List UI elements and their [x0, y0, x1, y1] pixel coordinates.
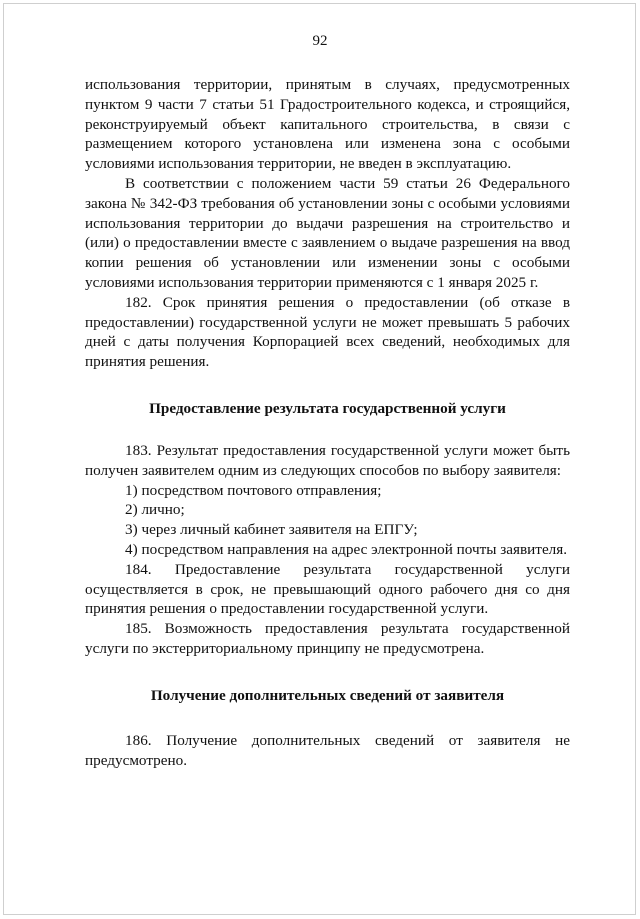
paragraph-182: 182. Срок принятия решения о предоставлении (об отказе в предоставлении) государственной услуги не может превышать 5 рабочих дней с даты получения Корпорацией всех сведений, необходимых для принятия решения. — [85, 293, 570, 371]
page-number: 92 — [312, 33, 328, 49]
section-heading-result: Предоставление результата государственной услуги — [149, 400, 506, 417]
list-item-post: 1) посредством почтового отправления; — [125, 481, 382, 499]
list-item-email: 4) посредством направления на адрес электронной почты заявителя. — [125, 540, 568, 558]
list-item-epgu: 3) через личный кабинет заявителя на ЕПГУ; — [125, 521, 418, 539]
paragraph-186: 186. Получение дополнительных сведений от заявителя не предусмотрено. — [85, 732, 570, 769]
paragraph-federal-law: В соответствии с положением части 59 статьи 26 Федерального закона № 342-ФЗ требования об установлении зоны с особыми условиями использования территории до выдачи разрешения на строительство и (или) о предоставлении вместе с заявлением о выдаче разрешения на ввод копии решения об установлении или изменении зоны с особыми условиями использования территории применяются с 1 января 2025 г. — [85, 174, 570, 291]
paragraph-184: 184. Предоставление результата государственной услуги осуществляется в срок, не превышающий одного рабочего дня со дня принятия решения о предоставлении государственной услуги. — [85, 560, 570, 618]
paragraph-continuation: использования территории, принятым в случаях, предусмотренных пунктом 9 части 7 статьи 51 Градостроительного кодекса, и строящийся, реконструируемый объект капитального строительства, в связи с размещением которого установлена или изменена зона с особыми условиями использования территории, не введен в эксплуатацию. — [85, 76, 570, 173]
section-heading-additional-info: Получение дополнительных сведений от заявителя — [150, 687, 505, 704]
paragraph-185: 185. Возможность предоставления результата государственной услуги по экстерриториальному принципу не предусмотрена. — [85, 620, 570, 657]
text-block-additional-info — [85, 731, 570, 771]
text-block-continuation — [85, 75, 570, 372]
list-item-in-person: 2) лично; — [125, 501, 185, 519]
text-block-result — [85, 441, 570, 659]
paragraph-183: 183. Результат предоставления государственной услуги может быть получен заявителем одним из следующих способов по выбору заявителя: — [85, 442, 570, 479]
